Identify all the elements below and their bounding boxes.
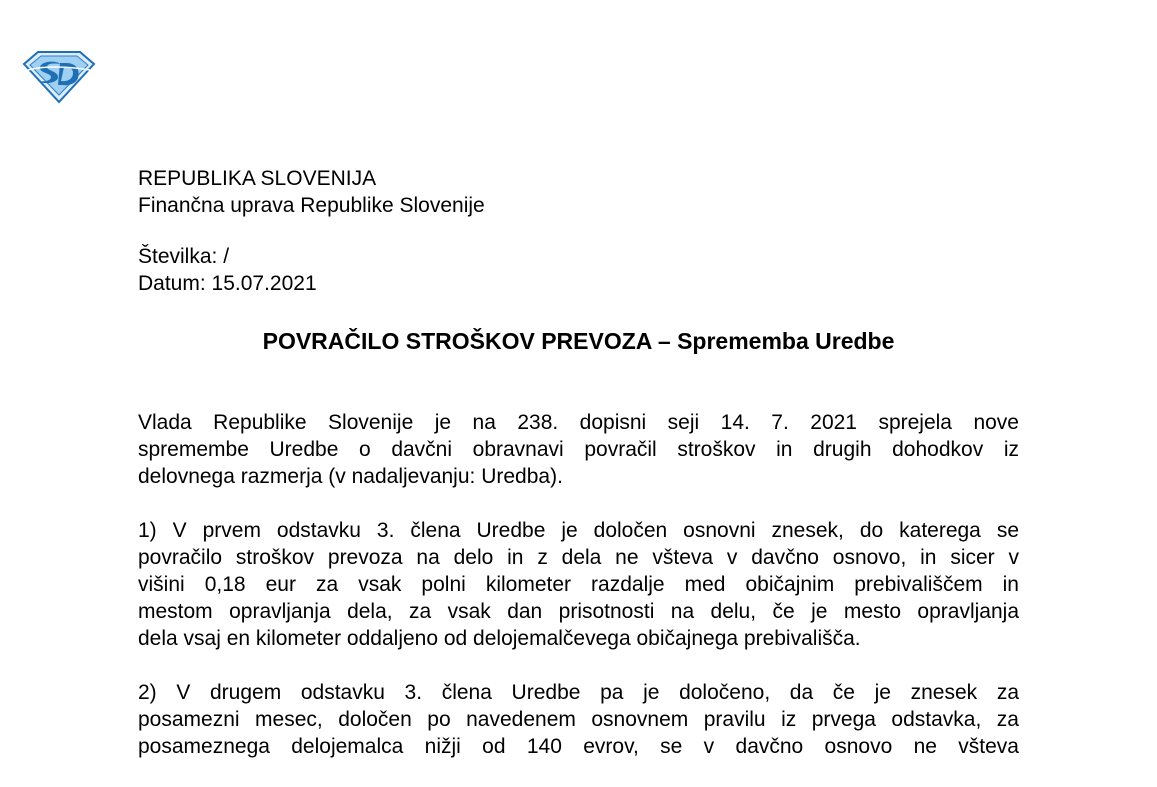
paragraph-line: posameznega delojemalca nižji od 140 evrov, se v davčno osnovo ne všteva [138,735,1019,758]
paragraph-intro [138,409,1019,490]
document-title: POVRAČILO STROŠKOV PREVOZA – Sprememba Uredbe [262,328,895,354]
paragraph-line: Vlada Republike Slovenije je na 238. dopisni seji 14. 7. 2021 sprejela nove [138,411,1019,434]
paragraph-point-1 [138,517,1019,652]
institution-header [138,165,485,219]
paragraph-line: višini 0,18 eur za vsak polni kilometer razdalje med običajnim prebivališčem in [138,573,1019,596]
paragraph-line: dela vsaj en kilometer oddaljeno od delojemalčevega običajnega prebivališča. [138,627,861,650]
logo-icon [22,50,96,104]
institution-line-1: REPUBLIKA SLOVENIJA [138,167,377,190]
paragraph-line: 1) V prvem odstavku 3. člena Uredbe je določen osnovni znesek, do katerega se [138,519,1019,542]
paragraph-line: povračilo stroškov prevoza na delo in z dela ne všteva v davčno osnovo, in sicer v [138,546,1019,569]
paragraph-point-2 [138,679,1019,760]
paragraph-line: spremembe Uredbe o davčni obravnavi povračil stroškov in drugih dohodkov iz [138,438,1019,461]
document-date: Datum: 15.07.2021 [138,272,317,295]
document-number: Številka: / [138,245,230,268]
paragraph-line: posamezni mesec, določen po navedenem osnovnem pravilu iz prvega odstavka, za [138,708,1019,731]
paragraph-line: delovnega razmerja (v nadaljevanju: Uredba). [138,465,563,488]
logo-svg [22,50,96,104]
paragraph-line: mestom opravljanja dela, za vsak dan prisotnosti na delu, če je mesto opravljanja [138,600,1019,623]
document-meta [138,243,317,297]
paragraph-line: 2) V drugem odstavku 3. člena Uredbe pa je določeno, da če je znesek za [138,681,1019,704]
document-body [138,409,1019,787]
institution-line-2: Finančna uprava Republike Slovenije [138,194,485,217]
